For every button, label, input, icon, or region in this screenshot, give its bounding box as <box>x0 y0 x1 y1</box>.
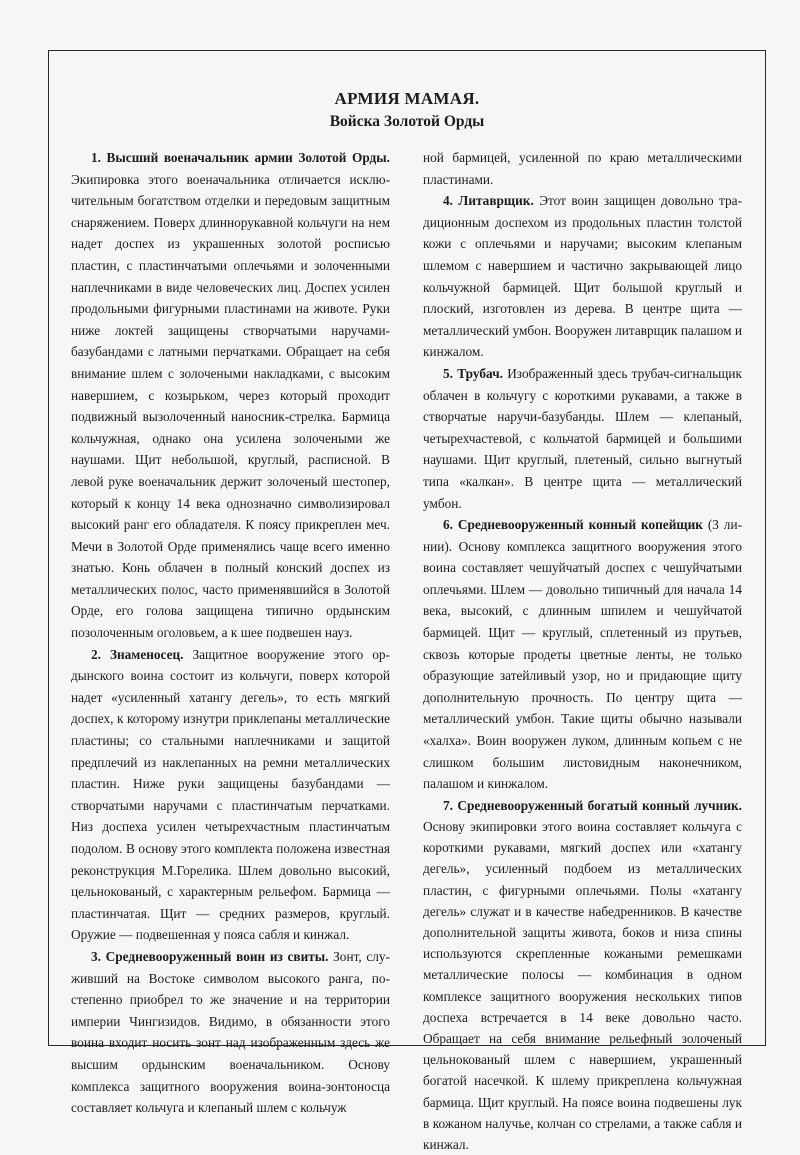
heading-trumpeter: 5. Трубач. <box>443 365 503 381</box>
text-archer: Основу экипировки этого воина составляет кольчуга с короткими рукавами, мягкий доспех или «хатангу дегель», усиленный подбоем из металлических пластин, с фигурными оплечьями. Полы «хатангу дегель» служат и в качестве набедренников. В качестве дополнительной защиты живота, боков и низа спины используются скрепленные кожаными ремешками металлические полосы — комбинация в одном комплексе защитного вооружения нескольких типов доспеха встречается в 14 веке довольно часто. Обращает на себя внимание рельефный золоченый цельнокованый шлем с навершием, украшенный богатой насечкой. К шлему прикреплена кольчужная бармица. Щит круглый. На поясе воина подвешены лук в кожаном налучье, колчан со стрелами, а также сабля и кинжал. <box>423 819 742 1153</box>
paragraph-retinue-continued <box>423 147 742 190</box>
paragraph-archer <box>423 795 742 1155</box>
text-retinue-warrior: Зонт, служивший на Востоке символом высокого ранга, постепенно приобрел то же значение и на территории империи Чингизидов. Видимо, в обязанности этого воина входит носить зонт над изображенным здесь же высшим ордынским военачальником. Основу комплекса защитного вооружения воина-зонтоносца составляет кольчуга и клепаный шлем с кольчуж <box>71 948 390 1116</box>
text-spearman: (3 линии). Основу комплекса защитного вооружения этого воина составляет чешуйчатый доспех с чешуйчатыми оплечьями. Шлем — довольно типичный для начала 14 века, высокий, с длинным шпилем и чешуйчатой бармицей. Щит — круглый, сплетенный из прутьев, сквозь которые продеты цветные ленты, не только образующие затейливый узор, но и придающие щиту дополнительную прочность. По центру щита — металлический умбон. Такие щиты обычно называли «халха». Воин вооружен луком, длинным копьем с не слишком большим листовидным наконечником, палашом и кинжалом. <box>423 517 742 792</box>
heading-standard-bearer: 2. Знаменосец. <box>91 646 184 662</box>
heading-commander: 1. Высший военачальник армии Золотой Орды. <box>91 150 390 165</box>
paragraph-spearman <box>423 514 742 795</box>
heading-archer: 7. Средневооруженный богатый конный лучник. <box>443 797 742 813</box>
text-trumpeter: Изображенный здесь трубач-сигнальщик облачен в кольчугу с короткими рукавами, а также в створчатые наручи-базубанды. Шлем — клепаный, четырехчастевой, с кольчатой бармицей и большими наушами. Щит круглый, плетеный, сильно выгнутый типа «калкан». В центре щита — металлический умбон. <box>423 365 742 511</box>
text-retinue-continued: ной бармицей, усиленной по краю металлическими пластинами. <box>423 150 742 187</box>
right-column <box>423 147 742 1155</box>
page-title: АРМИЯ МАМАЯ. <box>334 89 480 108</box>
paragraph-commander <box>71 147 390 644</box>
text-standard-bearer: Защитное вооружение этого ордынского воина состоит из кольчуги, поверх которой надет «усиленный хатангу дегель», то есть мягкий доспех, к которому изнутри приклепаны металлические пластины; со стальными наплечниками и защитой предплечий из наклепанных на ремни металлических пластин. Ниже руки защищены базубандами — створчатыми наручами с пластинчатым перчатками. Низ доспеха усилен четырехчастным пластинчатым подолом. В основу этого комплекта положена известная реконструкция М.Горелика. Шлем довольно высокий, цельнокованый, с характерным рельефом. Бармица — пластинчатая. Щит — средних размеров, круглый. Оружие — подвешенная у пояса сабля и кинжал. <box>71 646 390 943</box>
left-column <box>71 147 390 1119</box>
paragraph-retinue-warrior <box>71 946 390 1119</box>
heading-spearman: 6. Средневооруженный конный копейщик <box>443 517 703 533</box>
page-subtitle: Войска Золотой Орды <box>329 113 485 130</box>
paragraph-trumpeter <box>423 363 742 514</box>
paragraph-drummer <box>423 190 742 363</box>
text-drummer: Этот воин защищен довольно традиционным доспехом из продольных пластин толстой кожи с оплечьями и наручами; высоким клепаным шлемом с навершием и частично закрывающей лицо кольчужной бармицей. Щит большой круглый и плоский, изготовлен из дерева. В центре щита — металлический умбон. Вооружен литаврщик палашом и кинжалом. <box>423 193 742 360</box>
title-block <box>49 87 765 133</box>
heading-retinue-warrior: 3. Средневооруженный воин из свиты. <box>91 948 329 964</box>
text-commander: Экипировка этого военачальника отличается исключительным богатством отделки и передовым защитным снаряжением. Поверх длиннорукавной кольчуги на нем надет доспех из украшенных золотой росписью пластин, с пластинчатыми оплечьями и золоченными наплечниками в виде человеческих лиц. Доспех усилен продольными фигурными пластинами на животе. Руки ниже локтей защищены створчатыми наручами-базубандами с латными перчатками. Обращает на себя внимание шлем с золочеными накладками, с высоким навершием, с козырьком, через который проходит подвижный вызолоченный наносник-стрелка. Бармица кольчужная, однако она усилена золочеными же наушами. Щит небольшой, круглый, расписной. В левой руке военачальник держит золоченый шестопер, который к концу 14 века однозначно символизировал высокий ранг его обладателя. К поясу прикреплен меч. Мечи в Золотой Орде применялись чаще всего именно знатью. Конь облачен в полный конский доспех из металлических полос, часто применявшийся в Золотой Орде, его голова защищена типично ордынским позолоченным оголовьем, а к шее подвешен науз. <box>71 171 390 641</box>
heading-drummer: 4. Литаврщик. <box>443 193 534 209</box>
paragraph-standard-bearer <box>71 644 390 946</box>
page-frame <box>48 50 766 1153</box>
